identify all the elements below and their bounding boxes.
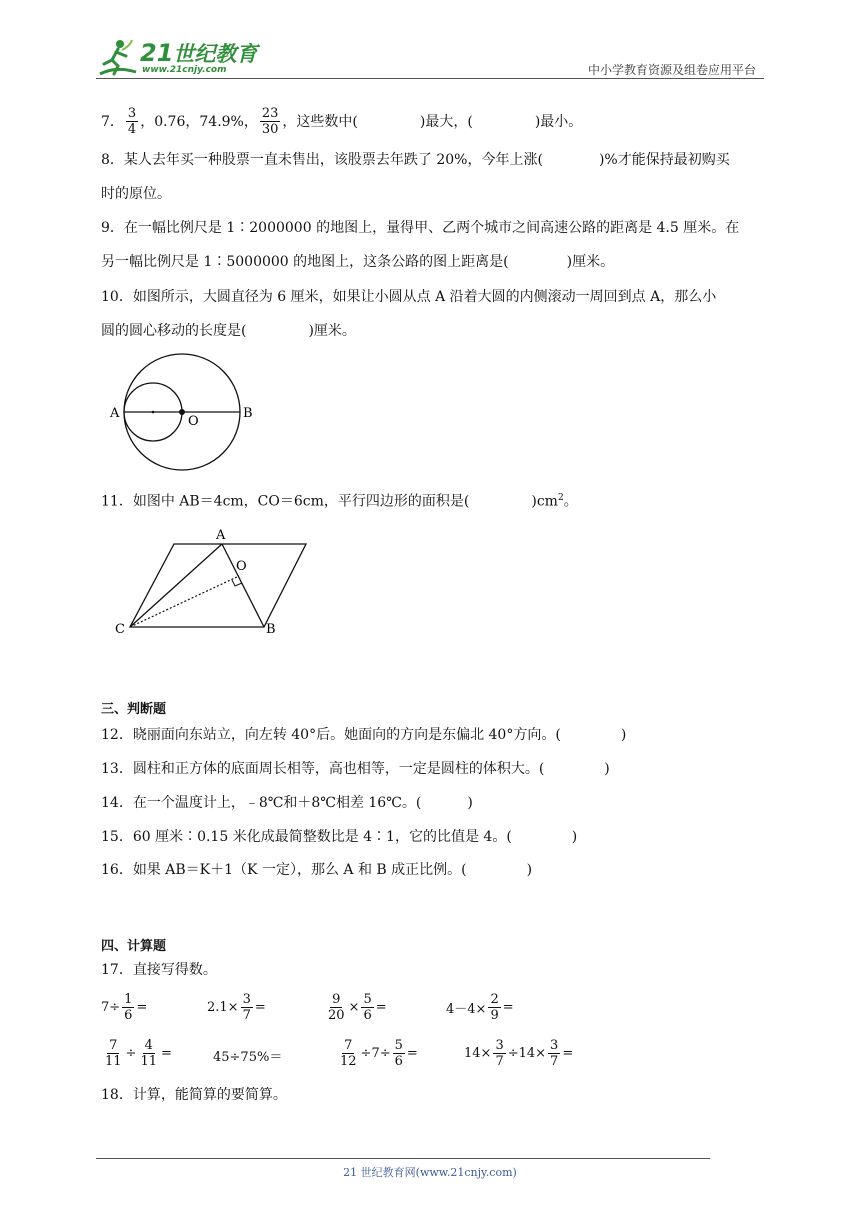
calc-r2c1: $\frac{7}{11}$ ÷ $\frac{4}{11}$ = [105, 1038, 172, 1069]
label-o: O [236, 559, 247, 574]
small-circle-center [152, 411, 155, 414]
calc-r1c2: 2.1× $\frac{3}{7}$ = [207, 992, 266, 1023]
calc-r1c4: 4－4× $\frac{2}{9}$ = [446, 992, 514, 1023]
q7-text-2: )最大，( [419, 113, 473, 130]
calc-r2c3: $\frac{7}{12}$ ÷7÷ $\frac{5}{6}$ = [340, 1038, 418, 1069]
question-9-line-1: 9．在一幅比例尺是 1∶2000000 的地图上，量得甲、乙两个城市之间高速公路的距离是 4.5 厘米。在 [101, 220, 740, 236]
label-o: O [188, 414, 199, 429]
section-judgment-title: 三、判断题 [101, 702, 167, 717]
q7-text-1: ，这些数中( [282, 113, 358, 130]
q7-text-3: )最小。 [534, 113, 583, 130]
logo-number: 21 [140, 39, 174, 67]
footer-divider [96, 1158, 710, 1159]
question-13: 13．圆柱和正方体的底面周长相等，高也相等，一定是圆柱的体积大。( ) [101, 761, 610, 777]
question-10-line-1: 10．如图所示，大圆直径为 6 厘米，如果让小圆从点 A 沿着大圆的内侧滚动一周回到点 A，那么小 [101, 289, 717, 305]
logo-text: 世纪教育 [173, 42, 258, 66]
label-c: C [115, 622, 125, 637]
label-a: A [110, 406, 120, 421]
question-10-line-2: 圆的圆心移动的长度是( )厘米。 [101, 323, 356, 339]
question-14: 14．在一个温度计上，﹣8℃和＋8℃相差 16℃。( ) [101, 795, 473, 811]
label-a: A [216, 528, 226, 543]
q7-number: 7． [101, 113, 124, 130]
q11-parallelogram-figure [110, 525, 320, 640]
question-18: 18．计算，能简算的要简算。 [101, 1087, 287, 1103]
header-divider [96, 78, 764, 79]
calc-r1c3: $\frac{9}{20}$ × $\frac{5}{6}$ = [328, 992, 387, 1023]
logo [96, 36, 266, 80]
q7-fraction-2: $\frac{23}{30}$ [261, 106, 279, 137]
q10-circles-figure [100, 350, 270, 475]
height-co [130, 576, 239, 627]
calc-r1c1: 7÷ $\frac{1}{6}$ = [101, 992, 148, 1023]
question-8-line-2: 时的原位。 [101, 186, 171, 202]
label-b: B [266, 622, 276, 637]
question-12: 12．晓丽面向东站立，向左转 40°后。她面向的方向是东偏北 40°方向。( ) [101, 727, 627, 743]
logo-url: www.21cnjy.com [142, 65, 227, 75]
q7-fraction-1: $\frac{3}{4}$ [127, 106, 137, 137]
header-platform-text: 中小学教育资源及组卷应用平台 [587, 63, 756, 77]
question-17: 17．直接写得数。 [101, 962, 217, 978]
line-ab [222, 544, 264, 627]
question-16: 16．如果 AB＝K＋1（K 一定），那么 A 和 B 成正比例。( ) [101, 862, 533, 878]
label-b: B [243, 406, 253, 421]
footer-text[interactable]: 21 世纪教育网(www.21cnjy.com) [343, 1166, 517, 1179]
center-point-o [179, 409, 185, 415]
line-ca [130, 544, 222, 627]
question-9-line-2: 另一幅比例尺是 1∶5000000 的地图上，这条公路的图上距离是( )厘米。 [101, 254, 615, 270]
question-15: 15．60 厘米∶0.15 米化成最简整数比是 4∶1，它的比值是 4。( ) [101, 829, 578, 845]
section-calculation-title: 四、计算题 [101, 939, 167, 954]
q7-values: ，0.76，74.9%， [140, 113, 258, 130]
calc-r2c2: 45÷75%＝ [213, 1050, 283, 1065]
question-11: 11．如图中 AB＝4cm，CO＝6cm，平行四边形的面积是( )$cm^2$。 [101, 493, 578, 510]
calc-r2c4: 14× $\frac{3}{7}$ ÷14× $\frac{3}{7}$ = [464, 1038, 574, 1069]
question-8-line-1: 8．某人去年买一种股票一直未售出，该股票去年跌了 20%，今年上涨( )%才能保持最初购买 [101, 152, 730, 168]
question-7 [101, 106, 582, 137]
